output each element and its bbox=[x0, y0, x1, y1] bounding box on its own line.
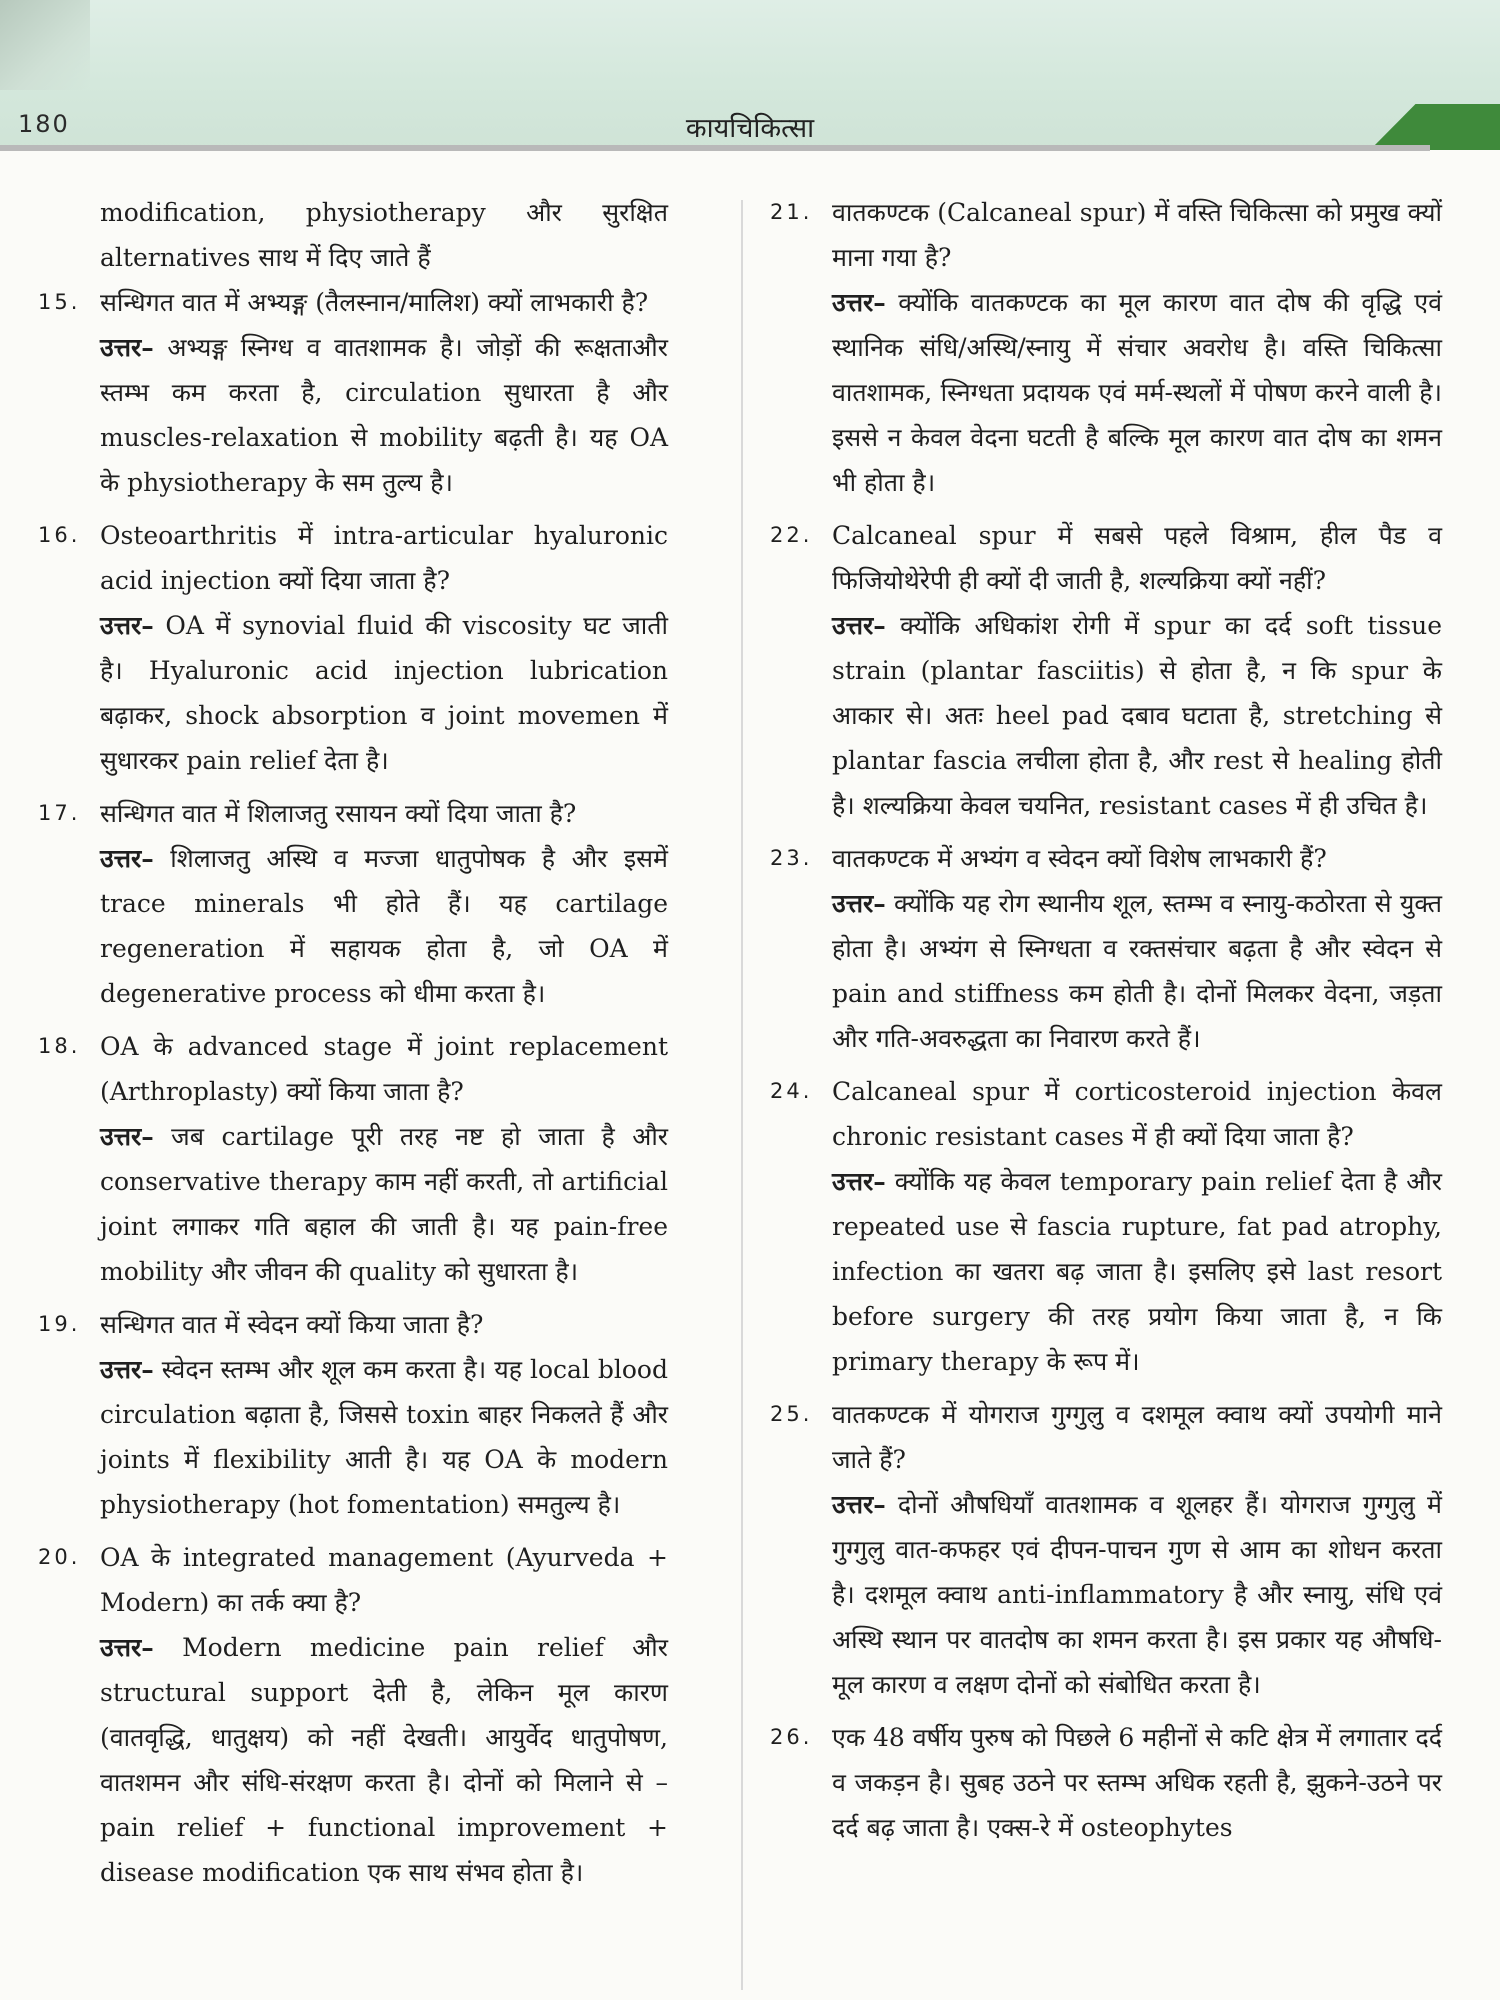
right-column bbox=[770, 190, 1442, 1850]
question-number: 22. bbox=[770, 523, 813, 547]
answer-text bbox=[38, 1347, 668, 1527]
answer-text bbox=[38, 603, 668, 783]
question-26 bbox=[770, 1715, 1442, 1850]
answer-body: Modern medicine pain relief और structural support देती है, लेकिन मूल कारण (वातवृद्धि, धातुक्षय) को नहीं देखती। आयुर्वेद धातुपोषण, वातशमन और संधि-संरक्षण करता है। दोनों को मिलाने से – pain relief + functional improvement + disease modification एक साथ संभव होता है। bbox=[100, 1633, 668, 1887]
answer-body: क्योंकि यह रोग स्थानीय शूल, स्तम्भ व स्नायु-कठोरता से युक्त होता है। अभ्यंग से स्निग्धता व रक्तसंचार बढ़ता है और स्वेदन से pain and stiffness कम होती है। दोनों मिलकर वेदना, जड़ता और गति-अवरुद्धता का निवारण करते हैं। bbox=[832, 889, 1442, 1053]
question-number: 15. bbox=[38, 290, 81, 314]
question-text bbox=[38, 1024, 668, 1114]
question-number: 19. bbox=[38, 1312, 81, 1336]
answer-text bbox=[38, 1625, 668, 1895]
answer-label: उत्तर– bbox=[100, 1633, 154, 1662]
answer-body: OA में synovial fluid की viscosity घट जाती है। Hyaluronic acid injection lubrication बढ़ाकर, shock absorption व joint movemen में सुधारकर pain relief देता है। bbox=[100, 611, 668, 775]
answer-body: अभ्यङ्ग स्निग्ध व वातशामक है। जोड़ों की रूक्षताऔर स्तम्भ कम करता है, circulation सुधारता है और muscles-relaxation से mobility बढ़ती है। यह OA के physiotherapy के सम तुल्य है। bbox=[100, 333, 668, 497]
answer-label: उत्तर– bbox=[832, 1490, 886, 1519]
question-number: 20. bbox=[38, 1545, 81, 1569]
question-19 bbox=[38, 1302, 668, 1527]
question-18 bbox=[38, 1024, 668, 1294]
answer-body: क्योंकि वातकण्टक का मूल कारण वात दोष की वृद्धि एवं स्थानिक संधि/अस्थि/स्नायु में संचार अवरोध है। वस्ति चिकित्सा वातशामक, स्निग्धता प्रदायक एवं मर्म-स्थलों में पोषण करने वाली है। इससे न केवल वेदना घटती है बल्कि मूल कारण वात दोष का शमन भी होता है। bbox=[832, 288, 1442, 497]
answer-label: उत्तर– bbox=[100, 1355, 154, 1384]
column-divider bbox=[741, 200, 743, 1990]
question-24 bbox=[770, 1069, 1442, 1384]
page-number: 180 bbox=[18, 110, 70, 138]
answer-text bbox=[770, 280, 1442, 505]
question-text bbox=[770, 1715, 1442, 1850]
answer-text bbox=[770, 881, 1442, 1061]
question-number: 23. bbox=[770, 846, 813, 870]
question-body: वातकण्टक (Calcaneal spur) में वस्ति चिकित्सा को प्रमुख क्यों माना गया है? bbox=[832, 198, 1442, 272]
question-body: एक 48 वर्षीय पुरुष को पिछले 6 महीनों से कटि क्षेत्र में लगातार दर्द व जकड़न है। सुबह उठने पर स्तम्भ अधिक रहती है, झुकने-उठने पर दर्द बढ़ जाता है। एक्स-रे में osteophytes bbox=[832, 1723, 1442, 1842]
question-number: 21. bbox=[770, 200, 813, 224]
question-23 bbox=[770, 836, 1442, 1061]
question-number: 24. bbox=[770, 1079, 813, 1103]
question-text bbox=[38, 513, 668, 603]
question-22 bbox=[770, 513, 1442, 828]
answer-label: उत्तर– bbox=[100, 844, 154, 873]
answer-text bbox=[38, 836, 668, 1016]
question-15 bbox=[38, 280, 668, 505]
question-body: वातकण्टक में योगराज गुग्गुलु व दशमूल क्वाथ क्यों उपयोगी माने जाते हैं? bbox=[832, 1400, 1442, 1474]
question-21 bbox=[770, 190, 1442, 505]
question-body: OA के integrated management (Ayurveda + Modern) का तर्क क्या है? bbox=[100, 1543, 668, 1617]
question-body: सन्धिगत वात में शिलाजतु रसायन क्यों दिया जाता है? bbox=[100, 799, 577, 828]
answer-body: जब cartilage पूरी तरह नष्ट हो जाता है और conservative therapy काम नहीं करती, तो artificial joint लगाकर गति बहाल की जाती है। यह pain-free mobility और जीवन की quality को सुधारता है। bbox=[100, 1122, 668, 1286]
answer-body: क्योंकि अधिकांश रोगी में spur का दर्द soft tissue strain (plantar fasciitis) से होता है, न कि spur के आकार से। अतः heel pad दबाव घटाता है, stretching से plantar fascia लचीला होता है, और rest से healing होती है। शल्यक्रिया केवल चयनित, resistant cases में ही उचित है। bbox=[832, 611, 1443, 820]
answer-label: उत्तर– bbox=[100, 1122, 154, 1151]
answer-label: उत्तर– bbox=[832, 611, 886, 640]
question-text bbox=[38, 1302, 668, 1347]
question-number: 26. bbox=[770, 1725, 813, 1749]
question-20 bbox=[38, 1535, 668, 1895]
answer-label: उत्तर– bbox=[100, 611, 154, 640]
question-text bbox=[38, 791, 668, 836]
question-body: Osteoarthritis में intra-articular hyaluronic acid injection क्यों दिया जाता है? bbox=[100, 521, 668, 595]
answer-body: क्योंकि यह केवल temporary pain relief देता है और repeated use से fascia rupture, fat pad atrophy, infection का खतरा बढ़ जाता है। इसलिए इसे last resort before surgery की तरह प्रयोग किया जाता है, न कि primary therapy के रूप में। bbox=[832, 1167, 1442, 1376]
answer-label: उत्तर– bbox=[832, 889, 886, 918]
question-text bbox=[770, 1069, 1442, 1159]
question-17 bbox=[38, 791, 668, 1016]
question-text bbox=[770, 190, 1442, 280]
answer-text bbox=[770, 603, 1442, 828]
question-text bbox=[770, 513, 1442, 603]
question-number: 16. bbox=[38, 523, 81, 547]
answer-body: स्वेदन स्तम्भ और शूल कम करता है। यह local blood circulation बढ़ाता है, जिससे toxin बाहर निकलते हैं और joints में flexibility आती है। यह OA के modern physiotherapy (hot fomentation) समतुल्य है। bbox=[100, 1355, 668, 1519]
question-text bbox=[38, 280, 668, 325]
answer-body: दोनों औषधियाँ वातशामक व शूलहर हैं। योगराज गुग्गुलु में गुग्गुलु वात-कफहर एवं दीपन-पाचन गुण से आम का शोधन करता है। दशमूल क्वाथ anti-inflammatory है और स्नायु, संधि एवं अस्थि स्थान पर वातदोष का शमन करता है। इस प्रकार यह औषधि-मूल कारण व लक्षण दोनों को संबोधित करता है। bbox=[832, 1490, 1442, 1699]
answer-text bbox=[38, 325, 668, 505]
question-body: OA के advanced stage में joint replacement (Arthroplasty) क्यों किया जाता है? bbox=[100, 1032, 668, 1106]
question-body: Calcaneal spur में corticosteroid injection केवल chronic resistant cases में ही क्यों दिया जाता है? bbox=[832, 1077, 1442, 1151]
answer-text bbox=[38, 1114, 668, 1294]
question-body: वातकण्टक में अभ्यंग व स्वेदन क्यों विशेष लाभकारी हैं? bbox=[832, 844, 1327, 873]
answer-label: उत्तर– bbox=[100, 333, 154, 362]
continuation-text: modification, physiotherapy और सुरक्षित alternatives साथ में दिए जाते हैं bbox=[100, 198, 668, 272]
question-25 bbox=[770, 1392, 1442, 1707]
answer-text bbox=[770, 1482, 1442, 1707]
left-column bbox=[38, 190, 668, 1903]
question-text bbox=[770, 1392, 1442, 1482]
question-number: 25. bbox=[770, 1402, 813, 1426]
question-text bbox=[38, 1535, 668, 1625]
running-title: कायचिकित्सा bbox=[685, 113, 815, 144]
page-curl-shadow bbox=[0, 0, 90, 90]
question-number: 18. bbox=[38, 1034, 81, 1058]
question-body: सन्धिगत वात में अभ्यङ्ग (तैलस्नान/मालिश) क्यों लाभकारी है? bbox=[100, 288, 649, 317]
question-text bbox=[770, 836, 1442, 881]
answer-body: शिलाजतु अस्थि व मज्जा धातुपोषक है और इसमें trace minerals भी होते हैं। यह cartilage regeneration में सहायक होता है, जो OA में degenerative process को धीमा करता है। bbox=[100, 844, 669, 1008]
question-body: Calcaneal spur में सबसे पहले विश्राम, हील पैड व फिजियोथेरेपी ही क्यों दी जाती है, शल्यक्रिया क्यों नहीं? bbox=[832, 521, 1442, 595]
question-body: सन्धिगत वात में स्वेदन क्यों किया जाता है? bbox=[100, 1310, 484, 1339]
question-16 bbox=[38, 513, 668, 783]
question-number: 17. bbox=[38, 801, 81, 825]
header-rule bbox=[0, 145, 1430, 151]
answer-label: उत्तर– bbox=[832, 288, 886, 317]
answer-label: उत्तर– bbox=[832, 1167, 886, 1196]
answer-text bbox=[770, 1159, 1442, 1384]
